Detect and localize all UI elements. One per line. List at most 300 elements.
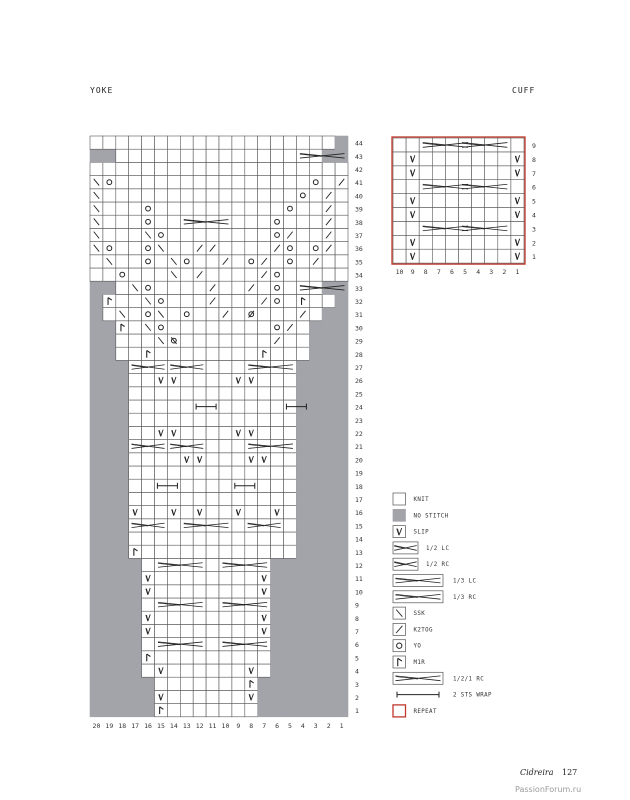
no-stitch-cell [309,440,322,453]
knit-cell [245,611,258,624]
knit-cell [258,598,271,611]
knit-cell [116,136,129,149]
knit-cell [245,651,258,664]
knit-cell [180,215,193,228]
no-stitch-cell [309,334,322,347]
cuff-col-number: 10 [395,268,404,277]
knit-cell [245,149,258,162]
knit-cell [155,176,168,189]
knit-cell [180,202,193,215]
no-stitch-cell [335,585,348,598]
knit-cell [406,194,419,208]
knit-cell [180,585,193,598]
knit-cell [459,194,472,208]
yoke-row-number: 20 [355,456,363,465]
no-stitch-cell [335,704,348,717]
knit-cell [219,440,232,453]
knit-cell [419,221,432,235]
cuff-col-number: 6 [449,268,454,277]
knit-cell [167,545,180,558]
no-stitch-cell [116,374,129,387]
knit-cell [129,426,142,439]
no-stitch-cell [90,572,103,585]
no-stitch-cell [309,400,322,413]
knit-cell [335,162,348,175]
no-stitch-cell [309,690,322,703]
knit-cell [258,202,271,215]
knit-cell [284,202,297,215]
legend-item [393,558,449,570]
no-stitch-cell [322,585,335,598]
no-stitch-cell [116,426,129,439]
knit-cell [116,294,129,307]
no-stitch-cell [309,479,322,492]
knit-cell [180,400,193,413]
no-stitch-cell [284,704,297,717]
knit-cell [167,387,180,400]
knit-cell [245,545,258,558]
no-stitch-cell [271,598,284,611]
no-stitch-cell [271,690,284,703]
knit-cell [511,235,524,249]
knit-cell [180,136,193,149]
knit-cell [284,281,297,294]
yoke-row-number: 38 [355,218,363,227]
no-stitch-cell [335,519,348,532]
no-stitch-cell [309,492,322,505]
knit-cell [271,321,284,334]
knit-cell [284,162,297,175]
yoke-row-number: 13 [355,548,363,557]
knit-cell [219,519,232,532]
knit-cell [322,294,335,307]
knit-cell [258,572,271,585]
legend-label: KNIT [413,497,430,503]
knit-cell [90,136,103,149]
knit-cell [180,374,193,387]
knit-cell [219,176,232,189]
no-stitch-cell [129,585,142,598]
no-stitch-cell [335,426,348,439]
knit-cell [142,242,155,255]
no-stitch-cell [322,677,335,690]
yoke-col-number: 14 [169,721,178,730]
no-stitch-cell [90,400,103,413]
no-stitch-cell [335,479,348,492]
knit-cell [271,215,284,228]
cuff-row-number: 2 [532,239,536,248]
knit-cell [406,208,419,222]
knit-cell [245,242,258,255]
knit-cell [193,294,206,307]
knit-cell [258,585,271,598]
knit-cell [271,492,284,505]
knit-cell [129,360,142,373]
knit-cell [116,347,129,360]
knit-cell [271,176,284,189]
knit-cell [271,149,284,162]
no-stitch-cell [335,690,348,703]
yoke-col-number: 18 [118,721,127,730]
knit-cell [432,249,445,263]
knit-cell [206,176,219,189]
knit-cell [167,440,180,453]
knit-cell [219,453,232,466]
no-stitch-cell [296,651,309,664]
knit-cell [498,138,511,152]
no-stitch-cell [271,572,284,585]
knit-cell [219,294,232,307]
cuff-row-number: 1 [532,253,536,262]
no-stitch-cell [335,413,348,426]
no-stitch-cell [90,308,103,321]
yoke-row-number: 12 [355,562,363,570]
no-stitch-cell [296,664,309,677]
knit-cell [258,638,271,651]
no-stitch-cell [129,677,142,690]
no-stitch-cell [335,308,348,321]
no-stitch-cell [335,638,348,651]
knit-cell [232,281,245,294]
no-stitch-cell [335,611,348,624]
no-stitch-cell [103,492,116,505]
knit-cell [167,228,180,241]
knit-cell [155,664,168,677]
knit-cell [206,585,219,598]
knit-cell [284,334,297,347]
knit-cell [155,281,168,294]
knit-cell [459,152,472,166]
knit-cell [193,281,206,294]
no-stitch-cell [129,572,142,585]
no-stitch-cell [296,492,309,505]
knit-cell [180,294,193,307]
knit-cell [284,413,297,426]
no-stitch-cell [90,149,103,162]
knit-cell [296,347,309,360]
knit-cell [232,334,245,347]
no-stitch-cell [90,704,103,717]
knit-cell [459,221,472,235]
knit-cell [335,268,348,281]
knit-cell [322,136,335,149]
knit-cell [219,545,232,558]
knit-cell [284,374,297,387]
knit-cell [445,235,458,249]
knit-cell [511,180,524,194]
knit-cell [206,374,219,387]
knit-cell [284,440,297,453]
no-stitch-cell [258,704,271,717]
knit-cell [219,572,232,585]
no-stitch-cell [322,413,335,426]
knit-cell [193,651,206,664]
knit-cell [180,466,193,479]
no-stitch-cell [90,532,103,545]
knit-cell [129,162,142,175]
legend-label: M1R [413,660,426,666]
knit-cell [206,479,219,492]
knit-cell [296,215,309,228]
no-stitch-cell [258,690,271,703]
knit-cell [129,400,142,413]
knit-cell [232,426,245,439]
cuff-col-number: 3 [489,268,494,277]
knit-cell [142,426,155,439]
no-stitch-cell [103,664,116,677]
knit-cell [219,374,232,387]
knit-cell [129,519,142,532]
knit-cell [258,189,271,202]
knit-cell [309,228,322,241]
yoke-row-number: 28 [355,350,363,359]
knit-cell [432,194,445,208]
knit-cell [232,347,245,360]
knit-cell [219,677,232,690]
knit-cell [142,189,155,202]
knit-cell [180,228,193,241]
no-stitch-cell [309,677,322,690]
knit-cell [393,166,406,180]
knit-cell [485,208,498,222]
no-stitch-cell [116,651,129,664]
knit-cell [155,189,168,202]
no-stitch-cell [296,585,309,598]
knit-cell [142,215,155,228]
knit-cell [245,255,258,268]
cuff-col-number: 4 [476,268,481,277]
no-stitch-cell [90,387,103,400]
yoke-row-number: 15 [355,522,363,531]
yoke-row-number: 11 [355,575,363,584]
knit-cell [103,228,116,241]
knit-cell [232,215,245,228]
no-stitch-cell [284,585,297,598]
no-stitch-cell [116,413,129,426]
no-stitch-cell [90,479,103,492]
yoke-row-number: 3 [355,680,359,689]
knit-cell [258,228,271,241]
knit-cell [258,506,271,519]
knit-cell [129,374,142,387]
knit-cell [258,334,271,347]
knit-cell [167,466,180,479]
knit-cell [129,479,142,492]
knit-cell [193,162,206,175]
knit-cell [129,215,142,228]
legend-label: 1/2 RC [426,562,450,569]
knit-cell [90,162,103,175]
knit-cell [180,624,193,637]
no-stitch-cell [90,453,103,466]
no-stitch-cell [309,413,322,426]
knit-cell [193,189,206,202]
knit-cell [155,558,168,571]
knit-cell [232,519,245,532]
no-stitch-cell [129,638,142,651]
knit-cell [142,611,155,624]
knit-cell [129,532,142,545]
knit-cell [284,347,297,360]
no-stitch-cell [284,638,297,651]
knit-cell [129,506,142,519]
knit-cell [180,690,193,703]
yoke-row-number: 10 [355,588,363,597]
knit-cell [419,152,432,166]
knit-cell [258,281,271,294]
no-stitch-cell [90,598,103,611]
knit-cell [103,136,116,149]
knit-cell [309,189,322,202]
knit-cell [167,347,180,360]
knit-cell [180,572,193,585]
knit-cell [219,558,232,571]
knit-cell [193,638,206,651]
knit-cell [245,202,258,215]
no-stitch-cell [322,360,335,373]
no-stitch-cell [309,664,322,677]
knit-cell [206,202,219,215]
knit-cell [419,208,432,222]
yoke-row-number: 36 [355,245,363,254]
knit-cell [180,347,193,360]
no-stitch-cell [116,479,129,492]
knit-cell [167,189,180,202]
knit-cell [155,545,168,558]
no-stitch-cell [103,466,116,479]
knit-cell [155,347,168,360]
knit-cell [296,189,309,202]
knit-cell [206,347,219,360]
no-stitch-cell [309,558,322,571]
knit-cell [219,624,232,637]
no-stitch-cell [284,558,297,571]
knit-cell [296,268,309,281]
knit-cell [511,194,524,208]
knit-cell [155,532,168,545]
knit-cell [498,166,511,180]
knit-cell [258,558,271,571]
yoke-row-number: 14 [355,535,363,544]
cuff-row-number: 4 [532,211,536,220]
legend-item [393,672,484,684]
knit-cell [322,176,335,189]
knit-cell [193,492,206,505]
knit-cell [129,545,142,558]
no-stitch-cell [335,387,348,400]
legend-item [393,607,425,619]
yoke-col-number: 12 [195,721,204,730]
yoke-row-number: 25 [355,390,363,399]
knit-cell [142,479,155,492]
knit-cell [193,413,206,426]
no-stitch-cell [335,572,348,585]
knit-cell [432,208,445,222]
knit-cell [284,492,297,505]
no-stitch-cell [116,492,129,505]
knit-cell [103,294,116,307]
knit-cell [406,152,419,166]
yoke-row-number: 43 [355,152,363,161]
knit-cell [193,387,206,400]
knit-cell [206,677,219,690]
no-stitch-cell [142,677,155,690]
knit-cell [284,136,297,149]
knit-cell [406,249,419,263]
knit-cell [155,704,168,717]
knit-cell [129,308,142,321]
knit-cell [219,413,232,426]
knit-cell [445,166,458,180]
knit-cell [206,321,219,334]
knit-cell [245,360,258,373]
knit-cell [309,308,322,321]
knit-cell [393,180,406,194]
legend-label: 1/3 RC [453,594,477,601]
no-stitch-cell [103,400,116,413]
knit-cell [167,294,180,307]
knit-cell [206,255,219,268]
legend-item [393,705,437,717]
knit-cell [180,426,193,439]
no-stitch-cell [90,677,103,690]
knit-cell [167,202,180,215]
no-stitch-cell [116,585,129,598]
yoke-row-number: 18 [355,482,363,491]
knit-cell [206,136,219,149]
knit-cell [335,189,348,202]
knit-cell [219,585,232,598]
no-stitch-cell [296,704,309,717]
no-stitch-cell [309,651,322,664]
knit-cell [335,228,348,241]
knit-cell [232,321,245,334]
knit-cell [445,194,458,208]
yoke-col-number: 15 [157,721,165,730]
knit-cell [193,334,206,347]
no-stitch-cell [335,558,348,571]
no-stitch-cell [271,611,284,624]
knit-cell [206,189,219,202]
no-stitch-cell [90,347,103,360]
no-stitch-cell [116,572,129,585]
knit-cell [142,334,155,347]
knit-cell [155,598,168,611]
knit-cell [155,162,168,175]
knit-cell [245,466,258,479]
knit-cell [271,426,284,439]
no-stitch-cell [309,585,322,598]
no-stitch-cell [103,347,116,360]
legend-label: 2 STS WRAP [453,692,492,699]
knit-cell [116,334,129,347]
knit-cell [232,664,245,677]
knit-cell [232,453,245,466]
knit-cell [245,690,258,703]
knit-cell [206,664,219,677]
knit-cell [232,360,245,373]
knit-cell [245,400,258,413]
knit-cell [219,242,232,255]
no-stitch-cell [322,387,335,400]
no-stitch-cell [309,374,322,387]
knit-cell [232,677,245,690]
no-stitch-cell [335,374,348,387]
no-stitch-cell [116,690,129,703]
knit-cell [103,308,116,321]
no-stitch-cell [296,440,309,453]
knit-cell [232,136,245,149]
